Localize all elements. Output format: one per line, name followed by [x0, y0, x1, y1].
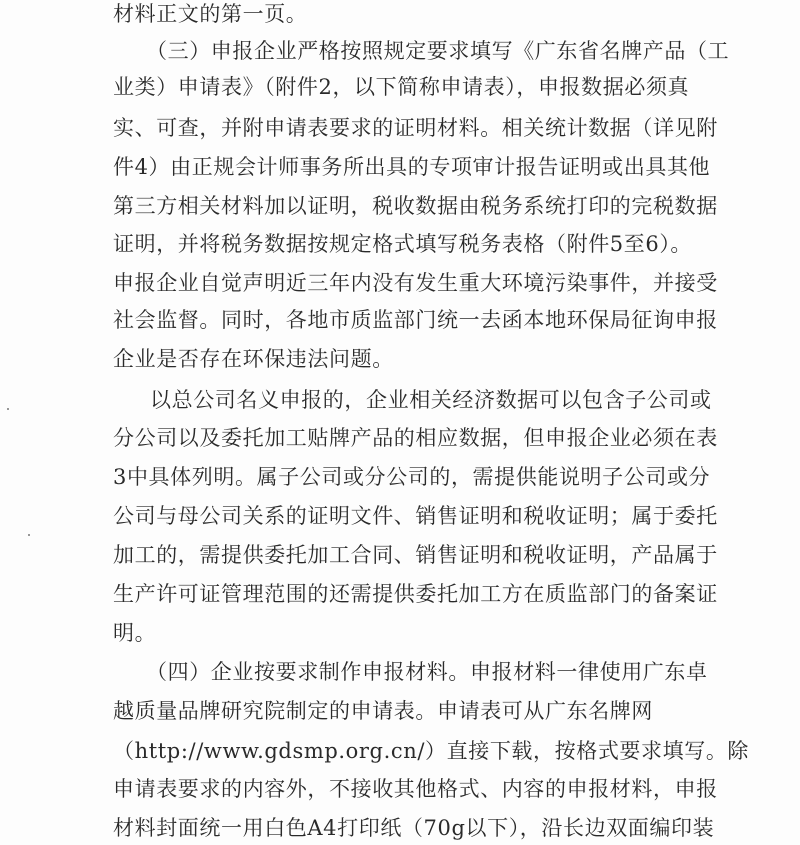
- text-line: 越质量品牌研究院制定的申请表。申请表可从广东名牌网: [113, 699, 653, 723]
- text-line: （http://www.gdsmp.org.cn/）直接下载，按格式要求填写。除: [113, 739, 750, 763]
- text-line: 证明，并将税务数据按规定格式填写税务表格（附件5至6）。: [113, 232, 693, 256]
- text-line: 件4）由正规会计师事务所出具的专项审计报告证明或出具其他: [113, 155, 711, 179]
- text-line: 第三方相关材料加以证明，税收数据由税务系统打印的完税数据: [113, 194, 718, 218]
- text-line: 加工的，需提供委托加工合同、销售证明和税收证明，产品属于: [113, 543, 718, 567]
- scan-speck: [28, 534, 30, 536]
- text-line: 材料正文的第一页。: [113, 2, 308, 26]
- text-line: （四）企业按要求制作申报材料。申报材料一律使用广东卓: [146, 660, 708, 684]
- scan-speck: [7, 408, 9, 410]
- text-line: 以总公司名义申报的，企业相关经济数据可以包含子公司或: [150, 388, 712, 412]
- text-line: 申请表要求的内容外，不接收其他格式、内容的申报材料，申报: [113, 777, 718, 801]
- text-line: 材料封面统一用白色A4打印纸（70g以下），沿长边双面编印装: [113, 816, 715, 840]
- text-line: （三）申报企业严格按照规定要求填写《广东省名牌产品（工: [146, 39, 730, 63]
- text-line: 企业是否存在环保违法问题。: [113, 347, 394, 371]
- text-line: 申报企业自觉声明近三年内没有发生重大环境污染事件，并接受: [113, 271, 718, 295]
- text-line: 公司与母公司关系的证明文件、销售证明和税收证明；属于委托: [113, 504, 718, 528]
- text-line: 业类）申请表》（附件2，以下简称申请表），申报数据必须真: [113, 75, 690, 99]
- text-line: 3中具体列明。属子公司或分公司的，需提供能说明子公司或分: [113, 465, 711, 489]
- text-line: 分公司以及委托加工贴牌产品的相应数据，但申报企业必须在表: [113, 426, 718, 450]
- text-line: 实、可查，并附申请表要求的证明材料。相关统计数据（详见附: [113, 116, 718, 140]
- text-line: 社会监督。同时，各地市质监部门统一去函本地环保局征询申报: [113, 308, 718, 332]
- text-line: 生产许可证管理范围的还需提供委托加工方在质监部门的备案证: [113, 582, 718, 606]
- text-line: 明。: [113, 621, 157, 645]
